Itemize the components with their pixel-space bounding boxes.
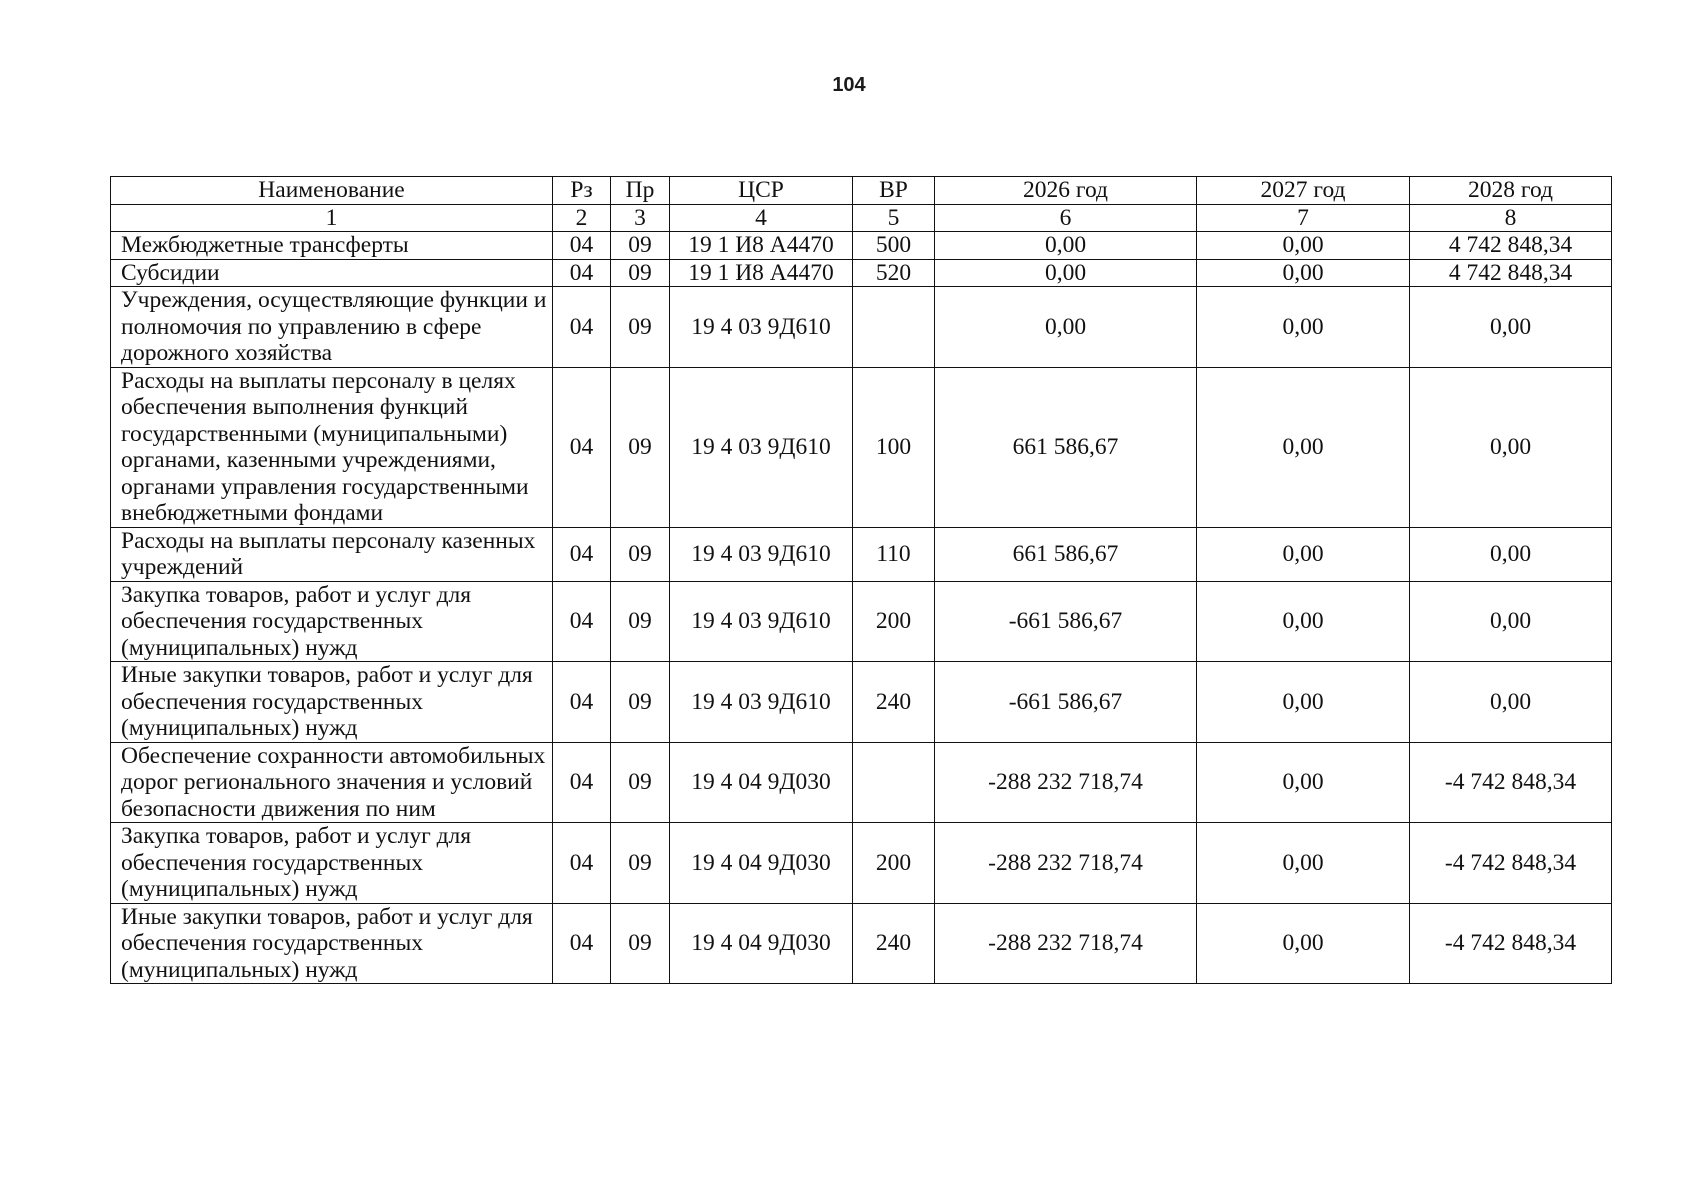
row-vr: 520 xyxy=(853,259,935,287)
row-pr: 09 xyxy=(611,662,670,743)
header-csr: ЦСР xyxy=(670,177,853,205)
row-csr: 19 4 04 9Д030 xyxy=(670,823,853,904)
row-rz: 04 xyxy=(553,903,611,984)
row-2028: 0,00 xyxy=(1410,527,1612,581)
row-rz: 04 xyxy=(553,287,611,368)
row-2026: 661 586,67 xyxy=(935,527,1197,581)
row-rz: 04 xyxy=(553,259,611,287)
header-pr: Пр xyxy=(611,177,670,205)
row-rz: 04 xyxy=(553,662,611,743)
row-2027: 0,00 xyxy=(1197,662,1410,743)
row-pr: 09 xyxy=(611,581,670,662)
column-number: 3 xyxy=(611,204,670,232)
column-number: 5 xyxy=(853,204,935,232)
table-row xyxy=(111,259,1612,287)
row-2028: -4 742 848,34 xyxy=(1410,742,1612,823)
row-pr: 09 xyxy=(611,903,670,984)
row-name: Закупка товаров, работ и услуг для обеспечения государственных (муниципальных) нужд xyxy=(111,581,553,662)
row-2027: 0,00 xyxy=(1197,742,1410,823)
header-rz: Рз xyxy=(553,177,611,205)
row-2027: 0,00 xyxy=(1197,581,1410,662)
header-2026: 2026 год xyxy=(935,177,1197,205)
row-name: Расходы на выплаты персоналу в целях обеспечения выполнения функций государственными (муниципальными) органами, казенными учреждениями, органами управления государственными внебюджетными фондами xyxy=(111,367,553,527)
row-pr: 09 xyxy=(611,742,670,823)
table-row xyxy=(111,287,1612,368)
column-number-row xyxy=(111,204,1612,232)
row-2027: 0,00 xyxy=(1197,903,1410,984)
row-vr: 110 xyxy=(853,527,935,581)
column-number: 1 xyxy=(111,204,553,232)
column-number: 2 xyxy=(553,204,611,232)
row-2028: 0,00 xyxy=(1410,367,1612,527)
table-row xyxy=(111,662,1612,743)
row-2028: 0,00 xyxy=(1410,662,1612,743)
row-vr: 240 xyxy=(853,903,935,984)
row-2026: -288 232 718,74 xyxy=(935,903,1197,984)
table-row xyxy=(111,903,1612,984)
column-number: 7 xyxy=(1197,204,1410,232)
row-vr xyxy=(853,742,935,823)
row-2026: 0,00 xyxy=(935,287,1197,368)
row-csr: 19 4 04 9Д030 xyxy=(670,742,853,823)
row-2026: 0,00 xyxy=(935,259,1197,287)
row-name: Расходы на выплаты персоналу казенных учреждений xyxy=(111,527,553,581)
row-rz: 04 xyxy=(553,823,611,904)
table-row xyxy=(111,742,1612,823)
row-pr: 09 xyxy=(611,367,670,527)
row-vr: 240 xyxy=(853,662,935,743)
row-2026: -661 586,67 xyxy=(935,662,1197,743)
header-name: Наименование xyxy=(111,177,553,205)
row-csr: 19 1 И8 А4470 xyxy=(670,259,853,287)
table-row xyxy=(111,367,1612,527)
table-row xyxy=(111,232,1612,260)
header-row xyxy=(111,177,1612,205)
row-csr: 19 4 04 9Д030 xyxy=(670,903,853,984)
row-2028: -4 742 848,34 xyxy=(1410,823,1612,904)
row-rz: 04 xyxy=(553,581,611,662)
row-name: Учреждения, осуществляющие функции и полномочия по управлению в сфере дорожного хозяйства xyxy=(111,287,553,368)
row-name: Субсидии xyxy=(111,259,553,287)
row-name: Иные закупки товаров, работ и услуг для обеспечения государственных (муниципальных) нужд xyxy=(111,903,553,984)
row-csr: 19 4 03 9Д610 xyxy=(670,662,853,743)
column-number: 4 xyxy=(670,204,853,232)
row-2028: 4 742 848,34 xyxy=(1410,259,1612,287)
header-2028: 2028 год xyxy=(1410,177,1612,205)
row-2028: 4 742 848,34 xyxy=(1410,232,1612,260)
table-row xyxy=(111,527,1612,581)
row-2028: 0,00 xyxy=(1410,581,1612,662)
row-name: Обеспечение сохранности автомобильных дорог регионального значения и условий безопасности движения по ним xyxy=(111,742,553,823)
row-name: Межбюджетные трансферты xyxy=(111,232,553,260)
row-2026: -288 232 718,74 xyxy=(935,823,1197,904)
row-name: Закупка товаров, работ и услуг для обеспечения государственных (муниципальных) нужд xyxy=(111,823,553,904)
row-vr: 500 xyxy=(853,232,935,260)
row-pr: 09 xyxy=(611,823,670,904)
page-number: 104 xyxy=(832,74,866,96)
row-vr: 200 xyxy=(853,581,935,662)
budget-table xyxy=(110,176,1612,984)
row-csr: 19 4 03 9Д610 xyxy=(670,287,853,368)
header-2027: 2027 год xyxy=(1197,177,1410,205)
row-2027: 0,00 xyxy=(1197,823,1410,904)
row-rz: 04 xyxy=(553,367,611,527)
row-rz: 04 xyxy=(553,742,611,823)
row-csr: 19 4 03 9Д610 xyxy=(670,581,853,662)
row-pr: 09 xyxy=(611,287,670,368)
row-rz: 04 xyxy=(553,232,611,260)
row-2026: 661 586,67 xyxy=(935,367,1197,527)
column-number: 8 xyxy=(1410,204,1612,232)
row-2028: 0,00 xyxy=(1410,287,1612,368)
row-vr: 100 xyxy=(853,367,935,527)
table-row xyxy=(111,581,1612,662)
row-2027: 0,00 xyxy=(1197,232,1410,260)
row-pr: 09 xyxy=(611,527,670,581)
row-vr: 200 xyxy=(853,823,935,904)
row-2027: 0,00 xyxy=(1197,259,1410,287)
row-csr: 19 4 03 9Д610 xyxy=(670,367,853,527)
row-pr: 09 xyxy=(611,232,670,260)
row-csr: 19 4 03 9Д610 xyxy=(670,527,853,581)
row-rz: 04 xyxy=(553,527,611,581)
row-2027: 0,00 xyxy=(1197,287,1410,368)
table-row xyxy=(111,823,1612,904)
row-2028: -4 742 848,34 xyxy=(1410,903,1612,984)
row-2027: 0,00 xyxy=(1197,367,1410,527)
header-vr: ВР xyxy=(853,177,935,205)
row-pr: 09 xyxy=(611,259,670,287)
row-csr: 19 1 И8 А4470 xyxy=(670,232,853,260)
row-2027: 0,00 xyxy=(1197,527,1410,581)
row-2026: -661 586,67 xyxy=(935,581,1197,662)
row-name: Иные закупки товаров, работ и услуг для обеспечения государственных (муниципальных) нужд xyxy=(111,662,553,743)
row-2026: -288 232 718,74 xyxy=(935,742,1197,823)
row-2026: 0,00 xyxy=(935,232,1197,260)
row-vr xyxy=(853,287,935,368)
column-number: 6 xyxy=(935,204,1197,232)
